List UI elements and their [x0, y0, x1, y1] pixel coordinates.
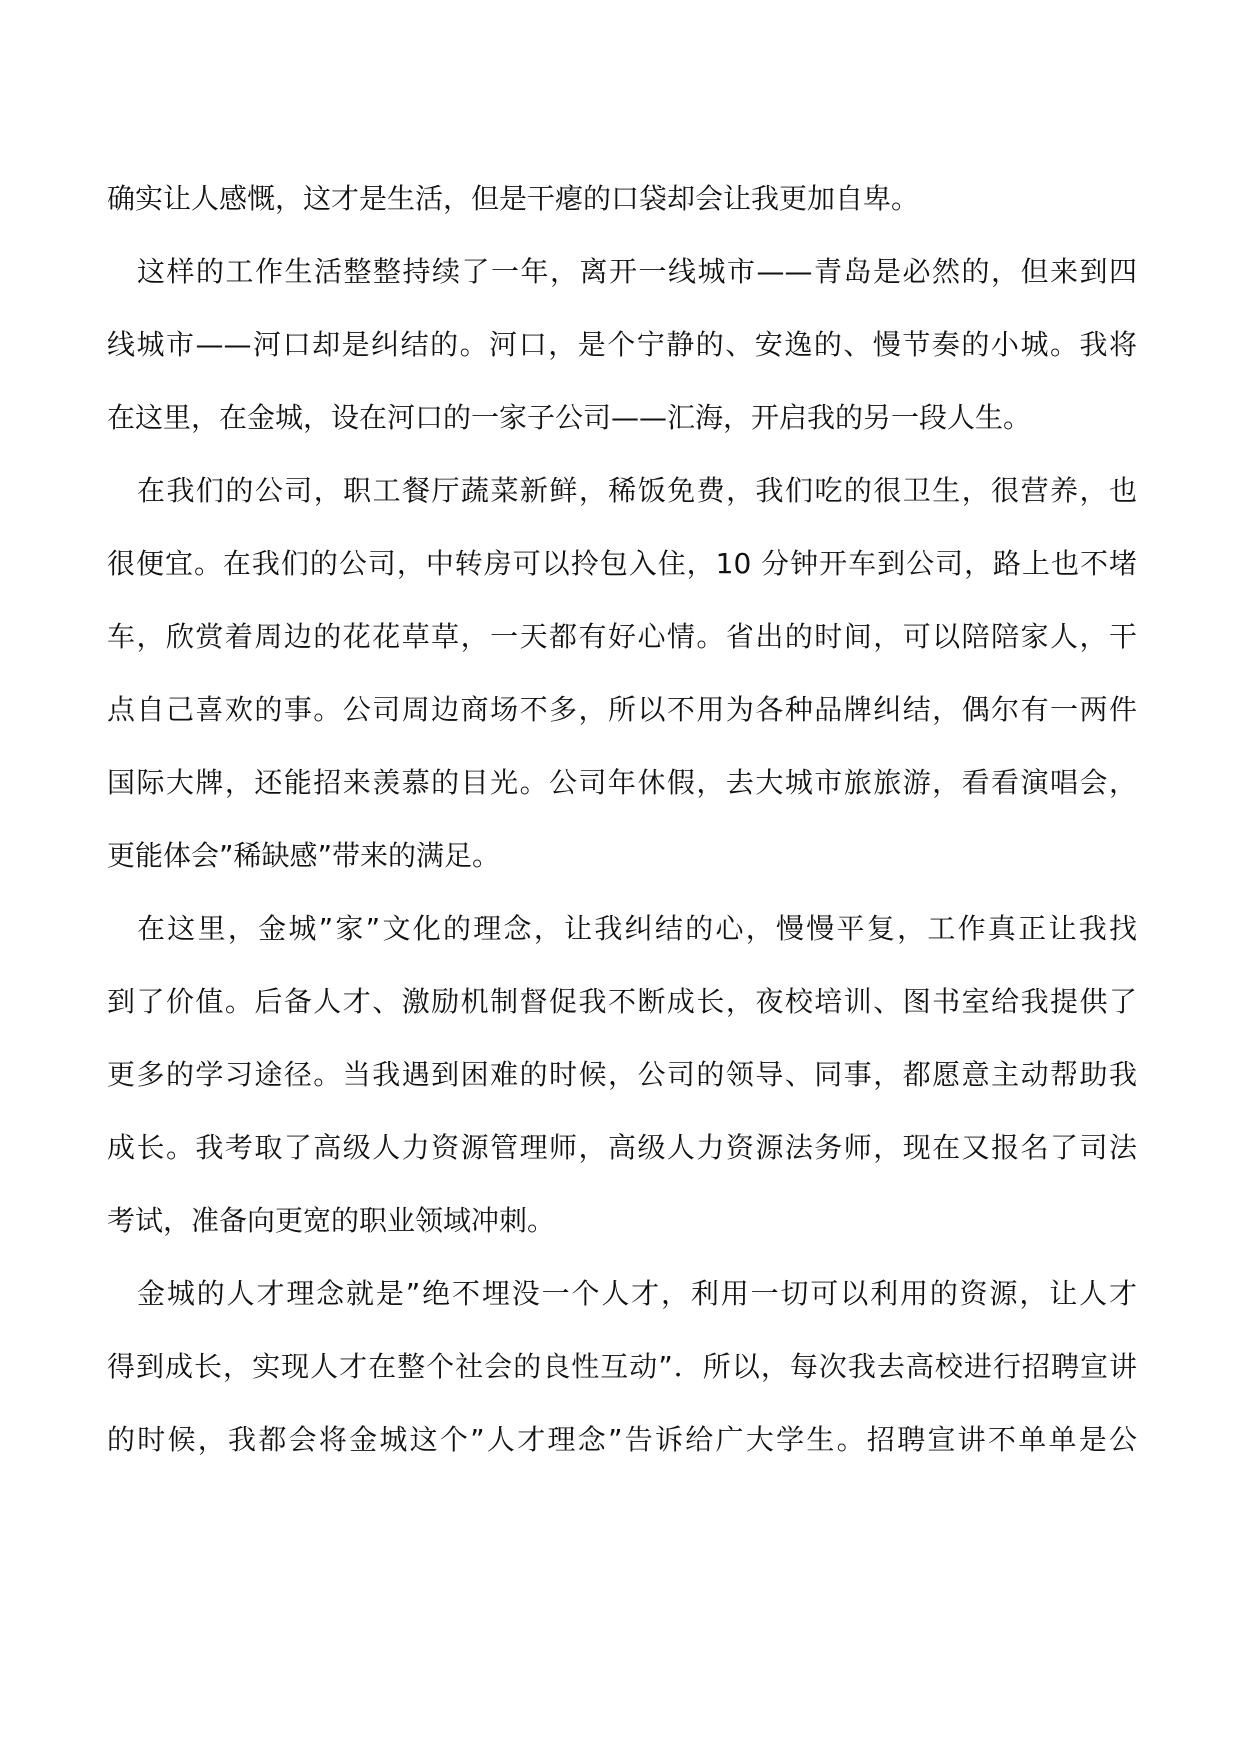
- paragraph-start-line: 金城的人才理念就是”绝不埋没一个人才，利用一切可以利用的资源，让人才: [137, 1277, 1137, 1310]
- text-line: 确实让人感慨，这才是生活，但是干瘪的口袋却会让我更加自卑。: [107, 182, 920, 215]
- text-line: 到了价值。后备人才、激励机制督促我不断成长，夜校培训、图书室给我提供了: [107, 985, 1137, 1018]
- body-text: [107, 162, 1137, 1476]
- paragraph-start-line: 在我们的公司，职工餐厅蔬菜新鲜，稀饭免费，我们吃的很卫生，很营养，也: [137, 474, 1137, 507]
- paragraph-end-line: 考试，准备向更宽的职业领域冲刺。: [107, 1204, 556, 1237]
- text-line: 很便宜。在我们的公司，中转房可以拎包入住，10 分钟开车到公司，路上也不堵: [107, 547, 1137, 580]
- paragraph-start-line: 这样的工作生活整整持续了一年，离开一线城市——青岛是必然的，但来到四: [137, 255, 1137, 288]
- paragraph-end-line: 更能体会”稀缺感”带来的满足。: [107, 839, 501, 872]
- paragraph-end-line: 在这里，在金城，设在河口的一家子公司——汇海，开启我的另一段人生。: [107, 401, 1032, 434]
- text-line: 点自己喜欢的事。公司周边商场不多，所以不用为各种品牌纠结，偶尔有一两件: [107, 693, 1137, 726]
- paragraph-start-line: 在这里，金城”家”文化的理念，让我纠结的心，慢慢平复，工作真正让我找: [137, 912, 1137, 945]
- text-line: 成长。我考取了高级人力资源管理师，高级人力资源法务师，现在又报名了司法: [107, 1131, 1137, 1164]
- text-line: 车，欣赏着周边的花花草草，一天都有好心情。省出的时间，可以陪陪家人，干: [107, 620, 1137, 653]
- text-line: 线城市——河口却是纠结的。河口，是个宁静的、安逸的、慢节奏的小城。我将: [107, 328, 1137, 361]
- text-line: 国际大牌，还能招来羡慕的目光。公司年休假，去大城市旅旅游，看看演唱会，: [107, 766, 1137, 799]
- text-line: 更多的学习途径。当我遇到困难的时候，公司的领导、同事，都愿意主动帮助我: [107, 1058, 1137, 1091]
- text-line: 的时候，我都会将金城这个”人才理念”告诉给广大学生。招聘宣讲不单单是公: [107, 1423, 1137, 1456]
- text-line: 得到成长，实现人才在整个社会的良性互动”．所以，每次我去高校进行招聘宣讲: [107, 1350, 1137, 1383]
